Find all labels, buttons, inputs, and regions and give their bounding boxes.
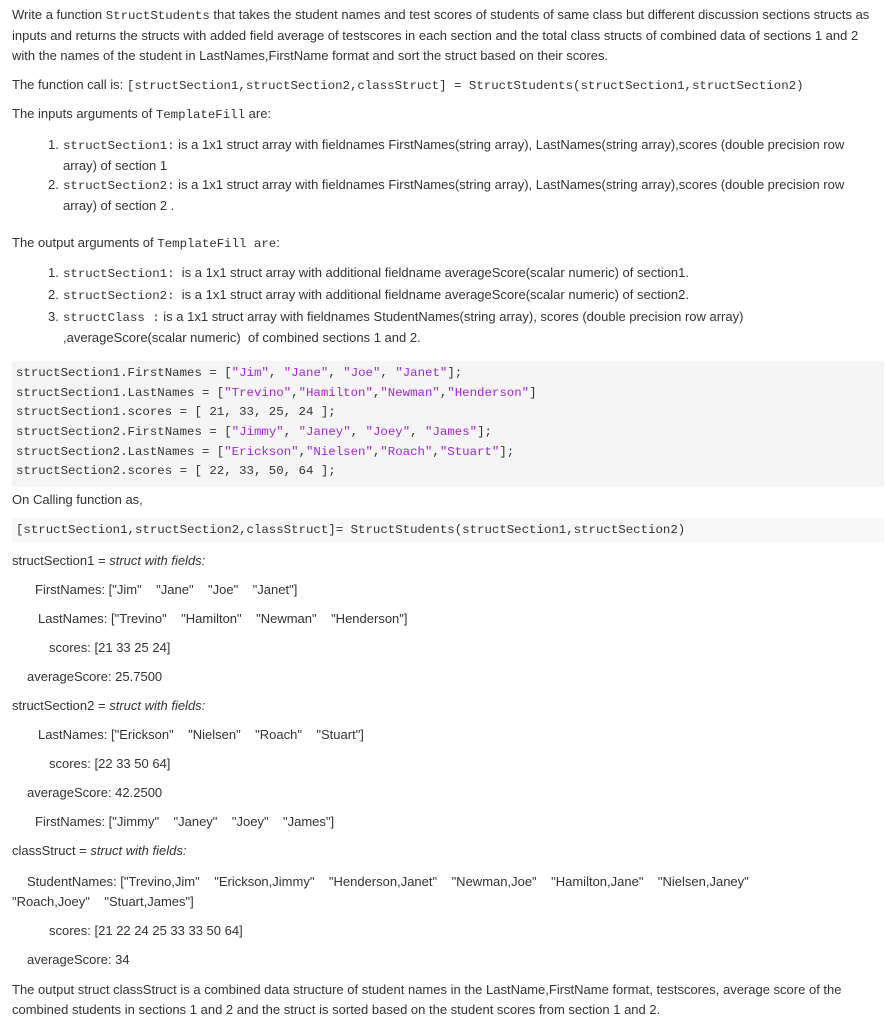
- argument-description: is a 1x1 struct array with additional fieldname averageScore(scalar numeric) of section1.: [174, 265, 690, 280]
- outputs-heading: [12, 233, 874, 254]
- section1-header: [12, 551, 205, 571]
- on-calling-text: On Calling function as,: [12, 492, 143, 507]
- section2-lastnames: LastNames: ["Erickson" "Nielsen" "Roach" "Stuart"]: [38, 727, 364, 742]
- section2-firstnames: FirstNames: ["Jimmy" "Janey" "Joey" "James"]: [35, 814, 335, 829]
- code-line: [16, 384, 884, 404]
- inputs-heading: [12, 104, 874, 125]
- code-string: "Newman": [380, 385, 440, 400]
- list-number: 1.: [48, 137, 59, 152]
- outputs-heading-code: TemplateFill are: [157, 237, 277, 251]
- section2-header-label: structSection2 =: [12, 698, 110, 713]
- code-separator: ,: [283, 425, 299, 440]
- code-line: [16, 462, 884, 482]
- list-number: 1.: [48, 265, 59, 280]
- code-string: "Jim": [231, 366, 269, 380]
- argument-name: structSection2:: [63, 289, 175, 303]
- list-item: [48, 285, 868, 306]
- list-item: [48, 307, 868, 347]
- list-item: [48, 175, 868, 215]
- code-text: ];: [447, 366, 463, 380]
- code-separator: ,: [298, 444, 306, 459]
- intro-text: Write a function: [12, 7, 106, 22]
- code-text: structSection1.FirstNames = [: [16, 366, 232, 380]
- list-item: [48, 135, 868, 175]
- code-line: [16, 403, 884, 423]
- code-string: "Stuart": [439, 444, 500, 459]
- list-number: 3.: [48, 309, 59, 324]
- code-separator: ,: [410, 425, 426, 440]
- section1-firstnames: FirstNames: ["Jim" "Jane" "Joe" "Janet"]: [35, 582, 298, 597]
- section1-average: averageScore: 25.7500: [27, 669, 163, 684]
- class-studentnames-line2: "Roach,Joey" "Stuart,James"]: [12, 894, 194, 909]
- code-separator: ,: [380, 366, 396, 380]
- code-text: ];: [477, 425, 492, 440]
- code-string: "Jane": [283, 366, 329, 380]
- code-string: "Trevino": [224, 385, 292, 400]
- class-header: [12, 841, 186, 861]
- code-separator: ,: [372, 385, 381, 400]
- code-text: structSection2.FirstNames = [: [16, 425, 232, 440]
- outputs-list: [48, 263, 868, 347]
- section1-scores: scores: [21 33 25 24]: [49, 640, 171, 655]
- code-text: ]: [529, 385, 537, 400]
- code-string: "Jimmy": [231, 425, 284, 440]
- outputs-heading-text: The output arguments of: [12, 235, 158, 250]
- code-separator: ,: [432, 444, 440, 459]
- argument-name: structSection1:: [63, 139, 175, 153]
- code-string: "Erickson": [224, 444, 299, 459]
- code-separator: ,: [291, 385, 299, 400]
- list-item: [48, 263, 868, 284]
- code-text: structSection2.scores = [ 22, 33, 50, 64 ];: [16, 464, 336, 479]
- class-studentnames-line1: StudentNames: ["Trevino,Jim" "Erickson,Jimmy" "Henderson,Janet" "Newman,Joe" "Hamilton,Jane" "Nielsen,Janey": [27, 874, 749, 889]
- code-string: "Nielsen": [306, 444, 373, 459]
- argument-description: is a 1x1 struct array with fieldnames StudentNames(string array), scores (double precision row array) ,averageScore(scalar numeric) of combined sections 1 and 2.: [63, 309, 748, 345]
- code-string: "Joe": [343, 366, 381, 380]
- code-line: [16, 423, 884, 443]
- class-average: averageScore: 34: [27, 952, 130, 967]
- code-separator: ,: [439, 385, 448, 400]
- argument-name: structClass :: [63, 311, 160, 325]
- inputs-heading-text: The inputs arguments of: [12, 106, 156, 121]
- section1-header-label: structSection1 =: [12, 553, 110, 568]
- code-text: structSection2.LastNames = [: [16, 444, 225, 459]
- closing-paragraph: The output struct classStruct is a combined data structure of student names in the LastName,FirstName format, testscores, average score of the combined students in sections 1 and 2 and the struct is sorted based on the student scores from section 1 and 2.: [12, 982, 842, 1017]
- section2-header: [12, 696, 205, 716]
- code-separator: ,: [372, 444, 381, 459]
- code-text: structSection1.LastNames = [: [16, 385, 225, 400]
- code-string: "Hamilton": [298, 385, 373, 400]
- argument-name: structSection1:: [63, 267, 175, 281]
- function-call-line: [12, 75, 874, 96]
- inputs-heading-suffix: are:: [245, 106, 272, 121]
- code-string: "Roach": [380, 444, 433, 459]
- argument-name: structSection2:: [63, 179, 175, 193]
- class-header-label: classStruct =: [12, 843, 91, 858]
- code-separator: ,: [328, 366, 344, 380]
- code-separator: ,: [350, 425, 366, 440]
- call-example-code: [structSection1,structSection2,classStruct]= StructStudents(structSection1,structSection2): [12, 518, 884, 542]
- code-string: "Joey": [365, 425, 411, 440]
- argument-description: is a 1x1 struct array with additional fieldname averageScore(scalar numeric) of section2.: [174, 287, 690, 302]
- section1-header-italic: struct with fields:: [109, 553, 206, 568]
- function-name: StructStudents: [105, 9, 210, 23]
- code-string: "James": [425, 425, 478, 440]
- function-call-label: The function call is:: [12, 77, 127, 92]
- code-separator: ,: [268, 366, 284, 380]
- code-line: [16, 364, 884, 384]
- code-block: [12, 361, 884, 487]
- list-number: 2.: [48, 287, 59, 302]
- argument-description: is a 1x1 struct array with fieldnames FirstNames(string array), LastNames(string array),scores (double precision row array) of section 2 .: [63, 177, 845, 213]
- code-line: [16, 443, 884, 463]
- section2-header-italic: struct with fields:: [109, 698, 206, 713]
- function-call-code: [structSection1,structSection2,classStruct] = StructStudents(structSection1,structSection2): [126, 79, 804, 93]
- intro-text-continued: that takes the student names and test scores of students of same class but different discussion sections structs as inputs and returns the structs with added field average of testscores in each section and the total class structs of combined data of sections 1 and 2 with the names of the student in LastNames,FirstName format and sort the struct based on their scores.: [12, 7, 870, 63]
- list-number: 2.: [48, 177, 59, 192]
- section2-scores: scores: [22 33 50 64]: [49, 756, 171, 771]
- section2-average: averageScore: 42.2500: [27, 785, 163, 800]
- code-string: "Janet": [395, 366, 448, 380]
- class-scores: scores: [21 22 24 25 33 33 50 64]: [49, 923, 243, 938]
- outputs-heading-suffix: :: [276, 235, 280, 250]
- inputs-list: [48, 135, 868, 215]
- section1-lastnames: LastNames: ["Trevino" "Hamilton" "Newman" "Henderson"]: [38, 611, 408, 626]
- intro-paragraph: [12, 5, 874, 66]
- code-string: "Henderson": [447, 385, 530, 400]
- code-text: ];: [499, 444, 515, 459]
- class-header-italic: struct with fields:: [90, 843, 187, 858]
- code-text: structSection1.scores = [ 21, 33, 25, 24 ];: [16, 405, 336, 420]
- inputs-heading-code: TemplateFill: [155, 108, 246, 122]
- code-string: "Janey": [298, 425, 351, 440]
- argument-description: is a 1x1 struct array with fieldnames FirstNames(string array), LastNames(string array),scores (double precision row array) of section 1: [63, 137, 845, 173]
